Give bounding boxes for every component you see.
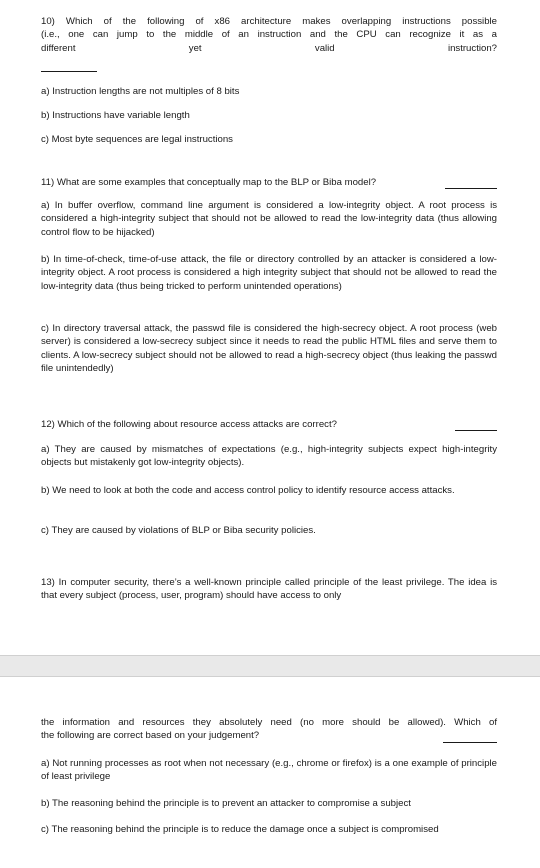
q13-option-a: a) Not running processes as root when not necessary (e.g., chrome or firefox) is a one example of principle of least privilege — [41, 758, 497, 783]
question-10 — [41, 15, 497, 77]
q13-option-b: b) The reasoning behind the principle is to prevent an attacker to compromise a subject — [41, 798, 411, 809]
q13-option-c: c) The reasoning behind the principle is to reduce the damage once a subject is compromised — [41, 824, 439, 835]
q13-text-line: the information and resources they absolutely need (no more should be allowed). Which of — [41, 717, 497, 728]
q13-question-text: the following are correct based on your judgement? — [41, 730, 260, 742]
q10-option-a: a) Instruction lengths are not multiples of 8 bits — [41, 86, 240, 97]
q11-option-a: a) In buffer overflow, command line argument is considered a low-integrity object. A root process is considered a high-integrity subject that should not be allowed to read the low-integrity data (thus allowing control flow to be hijacked) — [41, 200, 497, 238]
q10-word-instruction: instruction? — [447, 42, 497, 54]
q10-word-valid: valid — [314, 42, 335, 54]
q11-question-text: 11) What are some examples that conceptually map to the BLP or Biba model? — [41, 177, 377, 188]
q12-answer-blank[interactable] — [455, 420, 497, 431]
q12-option-b: b) We need to look at both the code and access control policy to identify resource access attacks. — [41, 485, 455, 496]
question-11 — [41, 176, 497, 189]
q13-answer-blank[interactable] — [443, 732, 497, 743]
q11-option-b: b) In time-of-check, time-of-use attack, the file or directory controlled by an attacker is considered a low-integrity object. A root process is considered a high integrity subject that should not be allowed to read the low-integrity data (thus being tricked to perform unintended operations) — [41, 254, 497, 292]
q11-answer-blank[interactable] — [445, 178, 497, 189]
q13-text-part-1: 13) In computer security, there’s a well-known principle called principle of the least privilege. The idea is that every subject (process, user, program) should have access to only — [41, 577, 497, 602]
q12-question-text: 12) Which of the following about resource access attacks are correct? — [41, 419, 337, 430]
q10-option-c: c) Most byte sequences are legal instructions — [41, 134, 233, 145]
q13-question-line — [41, 729, 497, 742]
question-12 — [41, 418, 497, 431]
q11-option-c: c) In directory traversal attack, the passwd file is considered the high-secrecy object. A root process (web server) is considered a low-secrecy subject since it needs to read the public HTML files and serve them to clients. A low-secrecy subject should not be allowed to read a high-secrecy object (thus leaking the passwd file unintendedly) — [41, 323, 497, 375]
page-break-gap — [0, 655, 540, 677]
q10-word-different: different — [41, 42, 76, 54]
q12-option-a: a) They are caused by mismatches of expectations (e.g., high-integrity subjects expect high-integrity objects but mistakenly got low-integrity objects). — [41, 444, 497, 469]
q10-option-b: b) Instructions have variable length — [41, 110, 190, 121]
q12-option-c: c) They are caused by violations of BLP or Biba security policies. — [41, 525, 316, 536]
q10-word-yet: yet — [188, 42, 202, 54]
document-page-2 — [0, 677, 540, 868]
q10-text-line-3 — [41, 42, 497, 55]
q13-text-part-2 — [41, 716, 497, 743]
q10-answer-blank[interactable] — [41, 61, 97, 72]
q10-text-line-1: 10) Which of the following of x86 architecture makes overlapping instructions possible — [41, 16, 497, 27]
q10-text-line-2: (i.e., one can jump to the middle of an instruction and the CPU can recognize it as a — [41, 29, 497, 41]
